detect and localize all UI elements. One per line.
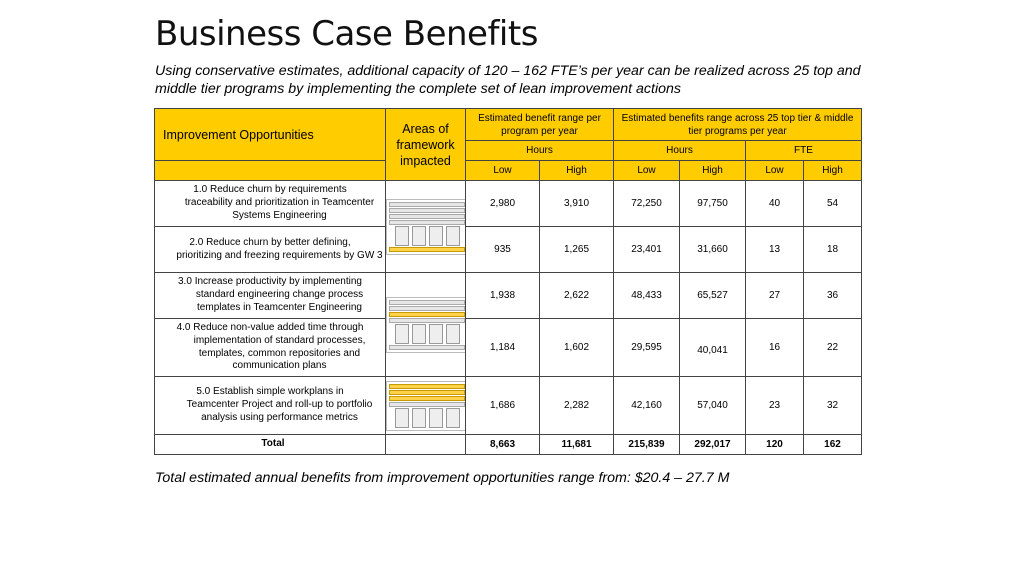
value-cell: 31,660	[680, 227, 746, 273]
header-low: Low	[614, 161, 680, 181]
empty-cell	[386, 435, 466, 455]
value-cell: 1,938	[466, 273, 540, 319]
header-blank	[155, 161, 386, 181]
header-low: Low	[466, 161, 540, 181]
value-cell: 1,265	[540, 227, 614, 273]
value-cell: 42,160	[614, 377, 680, 435]
value-cell: 18	[804, 227, 862, 273]
value-cell: 36	[804, 273, 862, 319]
footer-note: Total estimated annual benefits from improvement opportunities range from: $20.4 – 27.7 M	[155, 470, 730, 486]
value-cell: 22	[804, 319, 862, 377]
value-cell: 13	[746, 227, 804, 273]
value-cell: 54	[804, 181, 862, 227]
value-cell: 1,602	[540, 319, 614, 377]
header-high: High	[680, 161, 746, 181]
header-improvement-opportunities: Improvement Opportunities	[155, 109, 386, 161]
total-value: 162	[804, 435, 862, 455]
total-value: 215,839	[614, 435, 680, 455]
value-cell: 57,040	[680, 377, 746, 435]
header-across-programs: Estimated benefits range across 25 top tier & middle tier programs per year	[614, 109, 862, 141]
framework-thumbnail	[386, 181, 466, 273]
total-value: 8,663	[466, 435, 540, 455]
total-row	[155, 435, 862, 455]
value-cell: 65,527	[680, 273, 746, 319]
table-row	[155, 273, 862, 319]
value-cell: 40	[746, 181, 804, 227]
opportunity-cell: 2.0 Reduce churn by better defining, prioritizing and freezing requirements by GW 3	[155, 227, 386, 273]
table-row	[155, 181, 862, 227]
header-per-program: Estimated benefit range per program per year	[466, 109, 614, 141]
header-hours-per-program: Hours	[466, 141, 614, 161]
value-cell: 935	[466, 227, 540, 273]
value-cell: 29,595	[614, 319, 680, 377]
opportunity-cell: 4.0 Reduce non-value added time through implementation of standard processes, templates, common repositories and communication plans	[155, 319, 386, 377]
table-row	[155, 319, 862, 377]
table-row	[155, 377, 862, 435]
opportunity-cell: 3.0 Increase productivity by implementing standard engineering change process templates in Teamcenter Engineering	[155, 273, 386, 319]
header-areas-impacted: Areas of framework impacted	[386, 109, 466, 181]
page-subtitle: Using conservative estimates, additional capacity of 120 – 162 FTE’s per year can be realized across 25 top and middle tier programs by implementing the complete set of lean improvement actions	[155, 63, 861, 97]
value-cell: 97,750	[680, 181, 746, 227]
opportunity-cell: 1.0 Reduce churn by requirements traceability and prioritization in Teamcenter Systems Engineering	[155, 181, 386, 227]
value-cell: 2,622	[540, 273, 614, 319]
header-low: Low	[746, 161, 804, 181]
total-value: 120	[746, 435, 804, 455]
value-cell: 1,686	[466, 377, 540, 435]
table-row	[155, 227, 862, 273]
total-value: 292,017	[680, 435, 746, 455]
header-fte: FTE	[746, 141, 862, 161]
value-cell: 2,980	[466, 181, 540, 227]
value-cell: 32	[804, 377, 862, 435]
header-high: High	[804, 161, 862, 181]
header-hours-across: Hours	[614, 141, 746, 161]
value-cell: 1,184	[466, 319, 540, 377]
value-cell: 23	[746, 377, 804, 435]
value-cell: 3,910	[540, 181, 614, 227]
header-high: High	[540, 161, 614, 181]
framework-thumbnail	[386, 377, 466, 435]
opportunity-cell: 5.0 Establish simple workplans in Teamcenter Project and roll-up to portfolio analysis using performance metrics	[155, 377, 386, 435]
benefits-table	[154, 108, 862, 455]
value-cell: 16	[746, 319, 804, 377]
value-cell: 23,401	[614, 227, 680, 273]
value-cell: 72,250	[614, 181, 680, 227]
value-cell: 2,282	[540, 377, 614, 435]
total-value: 11,681	[540, 435, 614, 455]
total-label: Total	[155, 435, 386, 455]
framework-thumbnail	[386, 273, 466, 377]
value-cell: 48,433	[614, 273, 680, 319]
value-cell: 40,041	[680, 319, 746, 377]
value-cell: 27	[746, 273, 804, 319]
page-title: Business Case Benefits	[155, 14, 538, 54]
